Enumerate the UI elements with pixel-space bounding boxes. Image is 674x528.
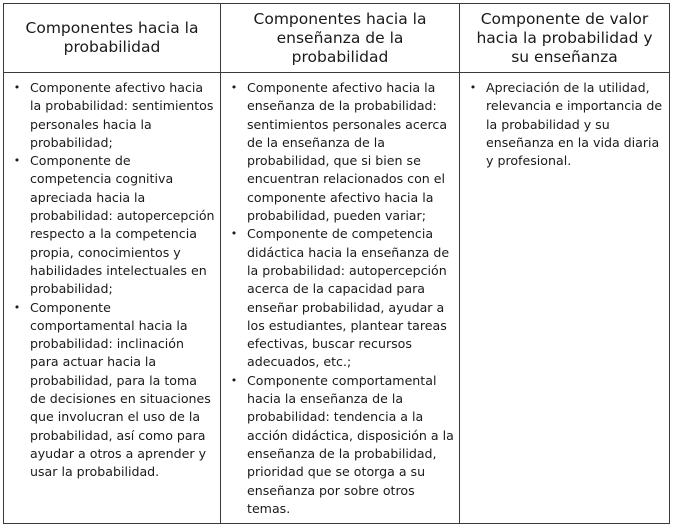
- cell-probability-components: [4, 73, 221, 524]
- cell-teaching-components: [221, 73, 460, 524]
- components-table: [3, 3, 670, 524]
- list-item: [10, 152, 216, 298]
- list-item: [227, 79, 455, 225]
- cell-value-component: [460, 73, 670, 524]
- header-teaching-components: Componentes hacia la enseñanza de la probabilidad: [221, 4, 460, 73]
- list-item-text: Apreciación de la utilidad, relevancia e importancia de la probabilidad y su enseñanza en la vida diaria y profesional.: [486, 80, 663, 169]
- list-item-text: Componente de competencia didáctica hacia la enseñanza de la probabilidad: autopercepción acerca de la capacidad para enseñar probabilidad, ayudar a los estudiantes, plantear tareas efectivas, buscar recursos adecuados, etc.;: [247, 226, 450, 370]
- bullet-list: [227, 79, 455, 518]
- list-item: [466, 79, 665, 170]
- list-item-text: Componente de competencia cognitiva apreciada hacia la probabilidad: autopercepción respecto a la competencia propia, conocimientos y habilidades intelectuales en probabilidad;: [30, 153, 215, 297]
- list-item: [227, 372, 455, 518]
- bullet-icon: •: [13, 154, 21, 168]
- list-item: [10, 299, 216, 482]
- bullet-icon: •: [469, 81, 477, 94]
- header-probability-components: Componentes hacia la probabilidad: [4, 4, 221, 73]
- bullet-icon: •: [230, 373, 238, 387]
- header-row: [4, 4, 670, 73]
- bullet-icon: •: [13, 300, 21, 314]
- content-row: [4, 73, 670, 524]
- list-item-text: Componente afectivo hacia la enseñanza de la probabilidad: sentimientos personales acerca de la enseñanza de la probabilidad, que si bien se encuentran relacionados con el componente afectivo hacia la probabilidad, pueden variar;: [247, 80, 448, 224]
- header-value-component: Componente de valor hacia la probabilidad y su enseñanza: [460, 4, 670, 73]
- bullet-list: [10, 79, 216, 482]
- bullet-list: [466, 79, 665, 170]
- bullet-icon: •: [230, 81, 238, 94]
- bullet-icon: •: [13, 81, 21, 94]
- list-item: [10, 79, 216, 152]
- bullet-icon: •: [230, 227, 238, 241]
- list-item-text: Componente afectivo hacia la probabilidad: sentimientos personales hacia la probabilidad;: [30, 80, 214, 150]
- list-item: [227, 225, 455, 371]
- list-item-text: Componente comportamental hacia la probabilidad: inclinación para actuar hacia la probabilidad, para la toma de decisiones en situaciones que involucran el uso de la probabilidad, así como para ayudar a otros a aprender y usar la probabilidad.: [30, 299, 211, 480]
- list-item-text: Componente comportamental hacia la enseñanza de la probabilidad: tendencia a la acción didáctica, disposición a la enseñanza de la probabilidad, prioridad que se otorga a su enseñanza por sobre otros temas.: [247, 372, 454, 516]
